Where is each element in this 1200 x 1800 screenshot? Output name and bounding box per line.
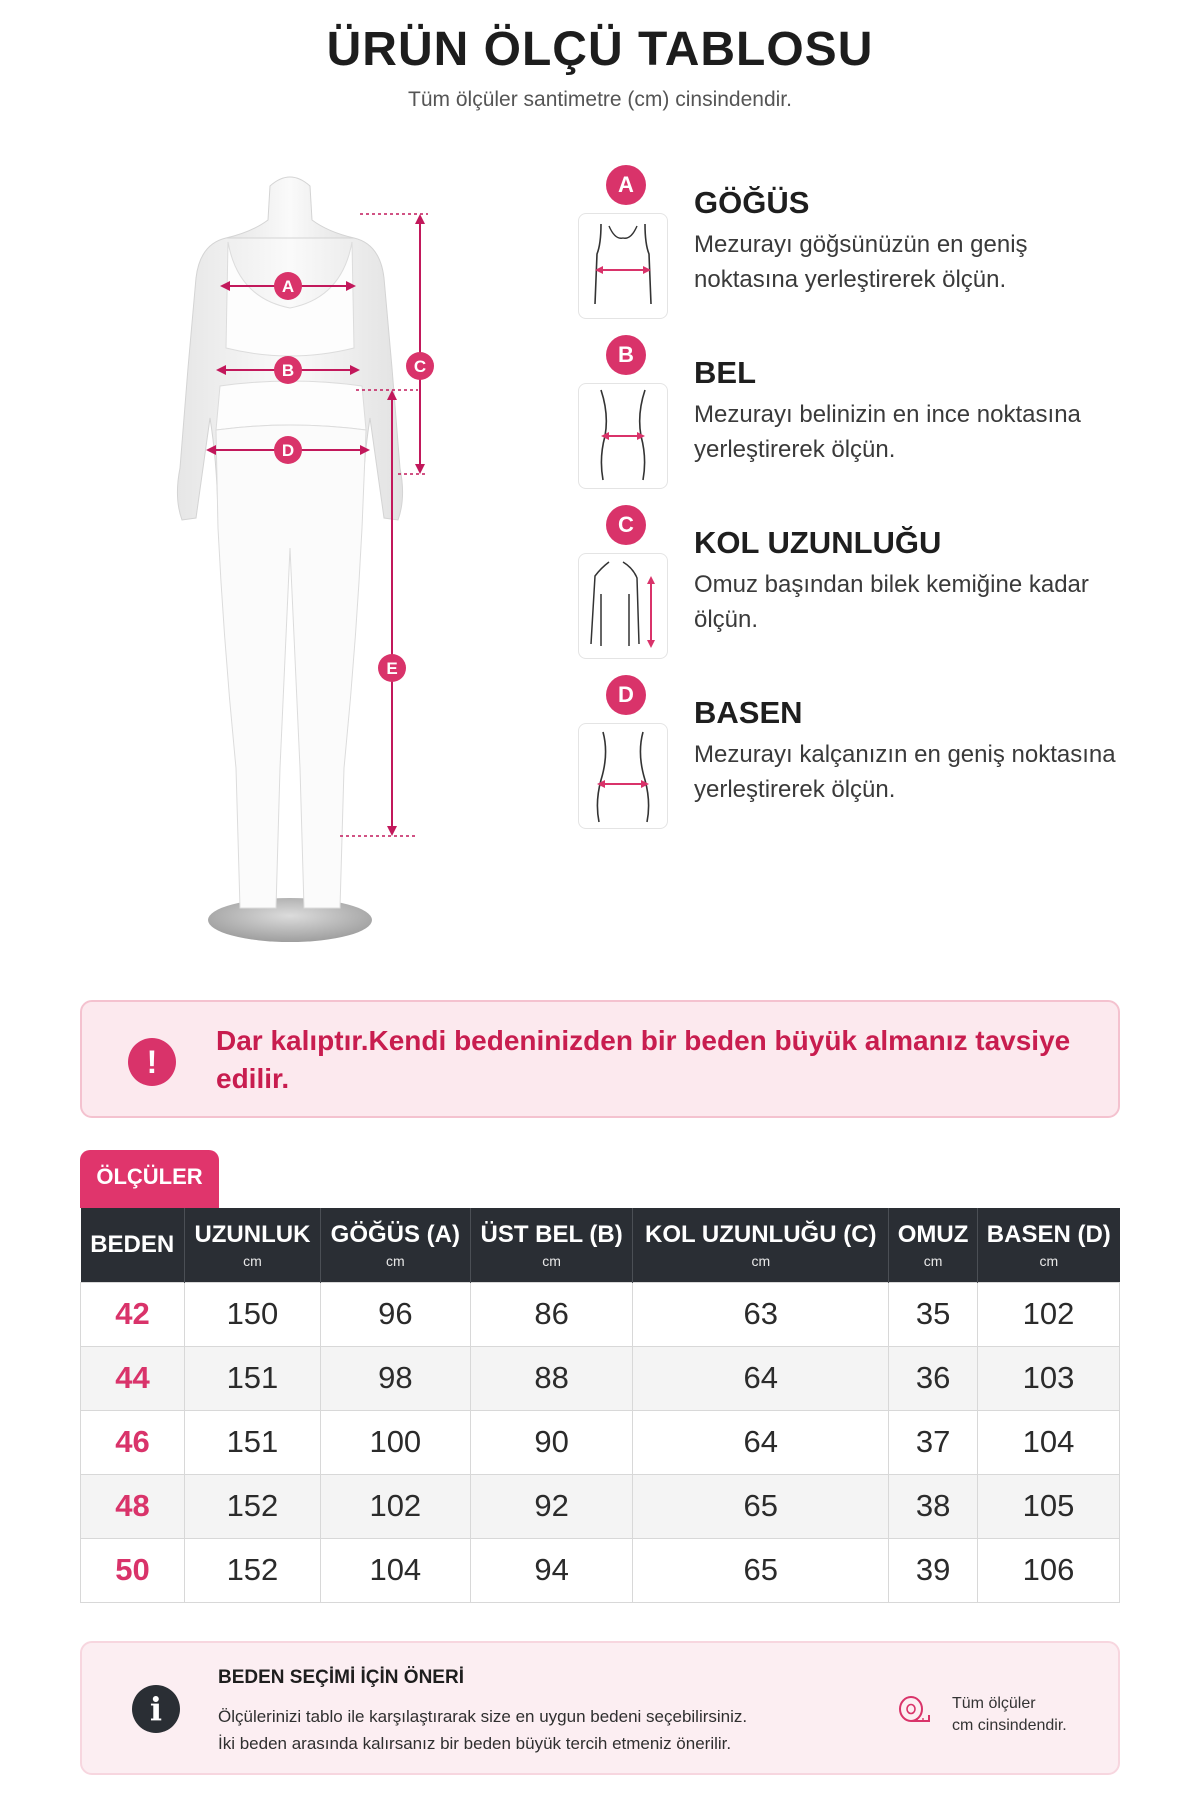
exclamation-icon: ! [128,1038,176,1086]
mannequin-neck [226,177,354,238]
advice-side-note [952,1693,1067,1737]
cell-arm: 63 [633,1282,889,1346]
cell-length: 151 [184,1410,320,1474]
table-row [81,1346,1120,1410]
mannequin-svg [130,168,500,948]
legend-item-waist [578,335,1138,505]
side-note-line-1: Tüm ölçüler [952,1695,1036,1712]
cell-size: 44 [81,1346,185,1410]
cell-shoulder: 36 [889,1346,978,1410]
cell-size: 42 [81,1282,185,1346]
cell-arm: 65 [633,1474,889,1538]
stand-base [208,898,372,942]
table-row [81,1538,1120,1602]
side-note-line-2: cm cinsindendir. [952,1717,1067,1734]
marker-a-label: A [281,277,295,296]
col-chest: GÖĞÜS (A) cm [320,1208,470,1282]
col-length: UZUNLUK cm [184,1208,320,1282]
legend-item-arm [578,505,1138,675]
cell-waist: 86 [470,1282,633,1346]
legend-desc-chest: Mezurayı göğsünüzün en geniş noktasına yerleştirerek ölçün. [694,231,1028,293]
cell-length: 152 [184,1538,320,1602]
cell-size: 48 [81,1474,185,1538]
table-header-row [81,1208,1120,1282]
cell-chest: 98 [320,1346,470,1410]
fit-warning-box [80,1000,1120,1118]
page-title: ÜRÜN ÖLÇÜ TABLOSU [326,23,874,76]
measuring-tape-icon [897,1693,931,1727]
size-advice-box [80,1641,1120,1775]
cell-hip: 105 [978,1474,1120,1538]
arm-length-icon [578,553,668,659]
legend-item-hip [578,675,1138,845]
cell-shoulder: 38 [889,1474,978,1538]
cell-chest: 104 [320,1538,470,1602]
col-waist: ÜST BEL (B) cm [470,1208,633,1282]
cell-shoulder: 37 [889,1410,978,1474]
legend-title-waist: BEL [694,355,756,390]
mannequin-figure [130,168,500,948]
advice-line-1: Ölçülerinizi tablo ile karşılaştırarak size en uygun bedeni seçebilirsiniz. [218,1707,748,1726]
mannequin-waistband [216,381,366,430]
legend-letter-a: A [606,165,646,205]
cell-arm: 64 [633,1346,889,1410]
cell-arm: 65 [633,1538,889,1602]
cell-waist: 94 [470,1538,633,1602]
page-subtitle: Tüm ölçüler santimetre (cm) cinsindendir. [408,88,792,111]
chest-measure-icon [578,213,668,319]
cell-hip: 102 [978,1282,1120,1346]
cell-size: 50 [81,1538,185,1602]
marker-b-label: B [281,361,295,380]
cell-hip: 103 [978,1346,1120,1410]
legend-title-hip: BASEN [694,695,803,730]
legend-letter-d: D [606,675,646,715]
cell-waist: 90 [470,1410,633,1474]
advice-line-2: İki beden arasında kalırsanız bir beden büyük tercih etmeniz önerilir. [218,1734,732,1753]
arm-arrow-bottom [415,464,425,474]
arm-arrow-top [415,214,425,224]
cell-length: 151 [184,1346,320,1410]
legend-title-arm: KOL UZUNLUĞU [694,525,942,560]
cell-chest: 100 [320,1410,470,1474]
length-arrow-bottom [387,826,397,836]
cell-waist: 88 [470,1346,633,1410]
marker-d-label: D [281,441,295,460]
legend-letter-c: C [606,505,646,545]
cell-shoulder: 35 [889,1282,978,1346]
col-arm-length: KOL UZUNLUĞU (C) cm [633,1208,889,1282]
cell-chest: 96 [320,1282,470,1346]
col-size: BEDEN [81,1208,185,1282]
mannequin-legs [216,425,366,908]
cell-waist: 92 [470,1474,633,1538]
advice-title: BEDEN SEÇİMİ İÇİN ÖNERİ [218,1667,464,1688]
table-row [81,1410,1120,1474]
legend-item-chest [578,165,1138,335]
legend-desc-hip: Mezurayı kalçanızın en geniş noktasına yerleştirerek ölçün. [694,741,1116,803]
marker-c-label: C [413,357,427,376]
legend-letter-b: B [606,335,646,375]
legend-desc-waist: Mezurayı belinizin en ince noktasına yerleştirerek ölçün. [694,401,1081,463]
cell-chest: 102 [320,1474,470,1538]
legend-desc-arm: Omuz başından bilek kemiğine kadar ölçün. [694,571,1089,633]
marker-e-label: E [386,659,398,678]
fit-warning-text: Dar kalıptır.Kendi bedeninizden bir beden büyük almanız tavsiye edilir. [216,1025,1071,1094]
cell-length: 152 [184,1474,320,1538]
cell-hip: 104 [978,1410,1120,1474]
cell-shoulder: 39 [889,1538,978,1602]
size-table [80,1208,1120,1603]
measurements-tab: ÖLÇÜLER [80,1150,219,1208]
cell-length: 150 [184,1282,320,1346]
hip-measure-icon [578,723,668,829]
page-header [0,18,1200,112]
cell-hip: 106 [978,1538,1120,1602]
table-row [81,1474,1120,1538]
waist-measure-icon [578,383,668,489]
hip-arrow-left [206,445,216,455]
measurement-legend [578,165,1138,845]
col-shoulder: OMUZ cm [889,1208,978,1282]
table-row [81,1282,1120,1346]
cell-size: 46 [81,1410,185,1474]
cell-arm: 64 [633,1410,889,1474]
legend-title-chest: GÖĞÜS [694,185,810,220]
info-icon: i [132,1685,180,1733]
col-hip: BASEN (D) cm [978,1208,1120,1282]
